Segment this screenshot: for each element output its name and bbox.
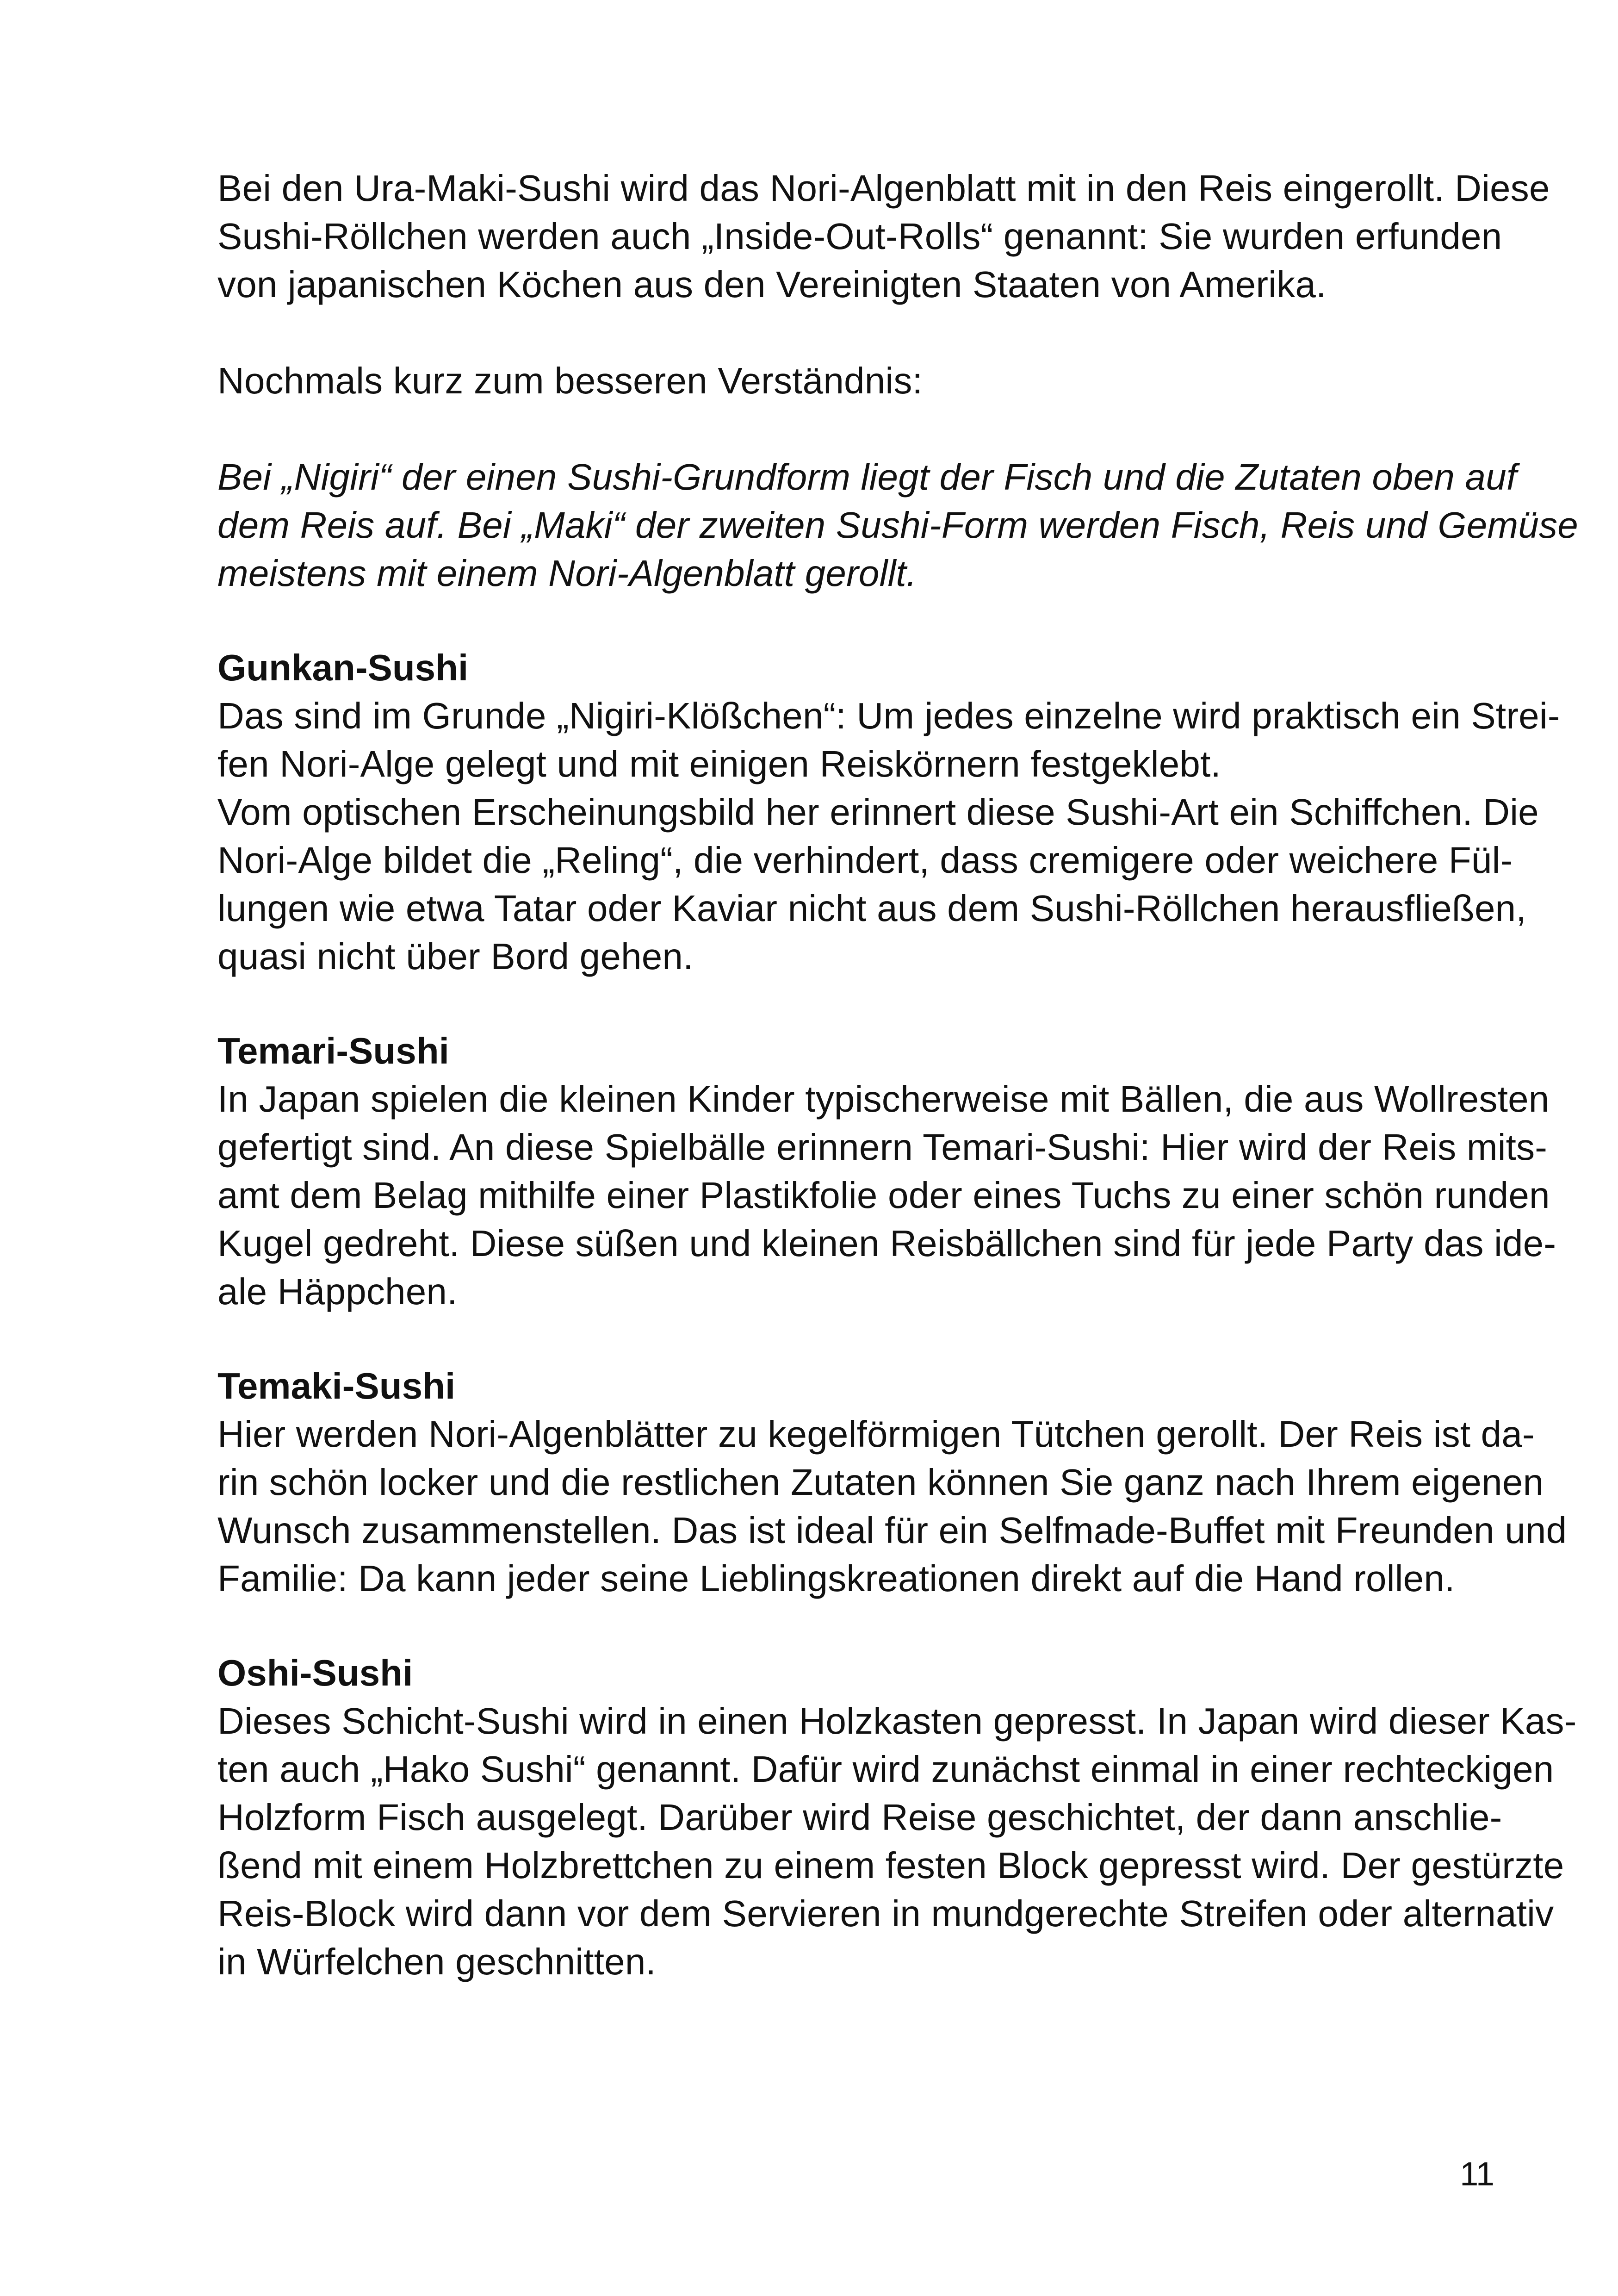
section-body-temaki [217,1410,1567,1603]
text-line: Dieses Schicht-Sushi wird in einen Holzkasten gepresst. In Japan wird dieser Kas- [217,1700,1577,1742]
page-number: 11 [1460,2156,1494,2193]
text-line: Nochmals kurz zum besseren Verständnis: [217,360,923,401]
intro-paragraph [217,164,1550,309]
summary-lead [217,357,1494,405]
summary-italic-paragraph [217,453,1578,597]
text-line: dem Reis auf. Bei „Maki“ der zweiten Sushi-Form werden Fisch, Reis und Gemüse [217,504,1578,546]
paragraph-gap [217,405,1494,453]
section-body-oshi [217,1697,1577,1986]
text-line: gefertigt sind. An diese Spielbälle erinnern Temari-Sushi: Hier wird der Reis mits- [217,1126,1548,1168]
text-line: Hier werden Nori-Algenblätter zu kegelförmigen Tütchen gerollt. Der Reis ist da- [217,1413,1535,1455]
text-line: von japanischen Köchen aus den Vereinigten Staaten von Amerika. [217,264,1327,305]
text-line: lungen wie etwa Tatar oder Kaviar nicht aus dem Sushi-Röllchen herausfließen, [217,888,1526,929]
text-line: In Japan spielen die kleinen Kinder typischerweise mit Bällen, die aus Wollresten [217,1078,1550,1120]
section-heading-temari: Temari-Sushi [217,1030,449,1071]
section-heading-temaki: Temaki-Sushi [217,1365,456,1406]
text-line: ale Häppchen. [217,1271,458,1312]
text-line: Bei „Nigiri“ der einen Sushi-Grundform liegt der Fisch und die Zutaten oben auf [217,456,1517,498]
section-body-temari [217,1075,1556,1316]
section-heading-gunkan: Gunkan-Sushi [217,647,469,688]
text-line: Bei den Ura-Maki-Sushi wird das Nori-Algenblatt mit in den Reis eingerollt. Diese [217,168,1550,209]
paragraph-gap [217,597,1494,644]
page-content [217,164,1578,1986]
paragraph-gap [217,981,1494,1027]
section-body-gunkan [217,692,1560,981]
text-line: Reis-Block wird dann vor dem Servieren in mundgerechte Streifen oder alternativ [217,1893,1554,1934]
section-heading-oshi: Oshi-Sushi [217,1652,413,1693]
paragraph-gap [217,1603,1494,1649]
text-line: rin schön locker und die restlichen Zutaten können Sie ganz nach Ihrem eigenen [217,1462,1544,1503]
text-line: Nori-Alge bildet die „Reling“, die verhindert, dass cremigere oder weichere Fül- [217,840,1513,881]
text-line: Kugel gedreht. Diese süßen und kleinen Reisbällchen sind für jede Party das ide- [217,1223,1556,1264]
text-line: Familie: Da kann jeder seine Lieblingskreationen direkt auf die Hand rollen. [217,1558,1455,1599]
text-line: Wunsch zusammenstellen. Das ist ideal für ein Selfmade-Buffet mit Freunden und [217,1510,1567,1551]
paragraph-gap [217,1316,1494,1362]
text-line: ten auch „Hako Sushi“ genannt. Dafür wird zunächst einmal in einer rechteckigen [217,1748,1554,1790]
text-line: ßend mit einem Holzbrettchen zu einem festen Block gepresst wird. Der gestürzte [217,1845,1564,1886]
text-line: Holzform Fisch ausgelegt. Darüber wird Reise geschichtet, der dann anschlie- [217,1797,1502,1838]
text-line: Sushi-Röllchen werden auch „Inside-Out-Rolls“ genannt: Sie wurden erfunden [217,216,1502,257]
text-line: Das sind im Grunde „Nigiri-Klößchen“: Um jedes einzelne wird praktisch ein Strei- [217,695,1560,736]
text-line: Vom optischen Erscheinungsbild her erinnert diese Sushi-Art ein Schiffchen. Die [217,791,1539,833]
text-line: in Würfelchen geschnitten. [217,1941,656,1982]
paragraph-gap [217,309,1494,357]
text-line: fen Nori-Alge gelegt und mit einigen Reiskörnern festgeklebt. [217,743,1221,784]
text-line: quasi nicht über Bord gehen. [217,936,694,977]
text-line: amt dem Belag mithilfe einer Plastikfolie oder eines Tuchs zu einer schön runden [217,1175,1550,1216]
text-line: meistens mit einem Nori-Algenblatt gerollt. [217,553,917,594]
